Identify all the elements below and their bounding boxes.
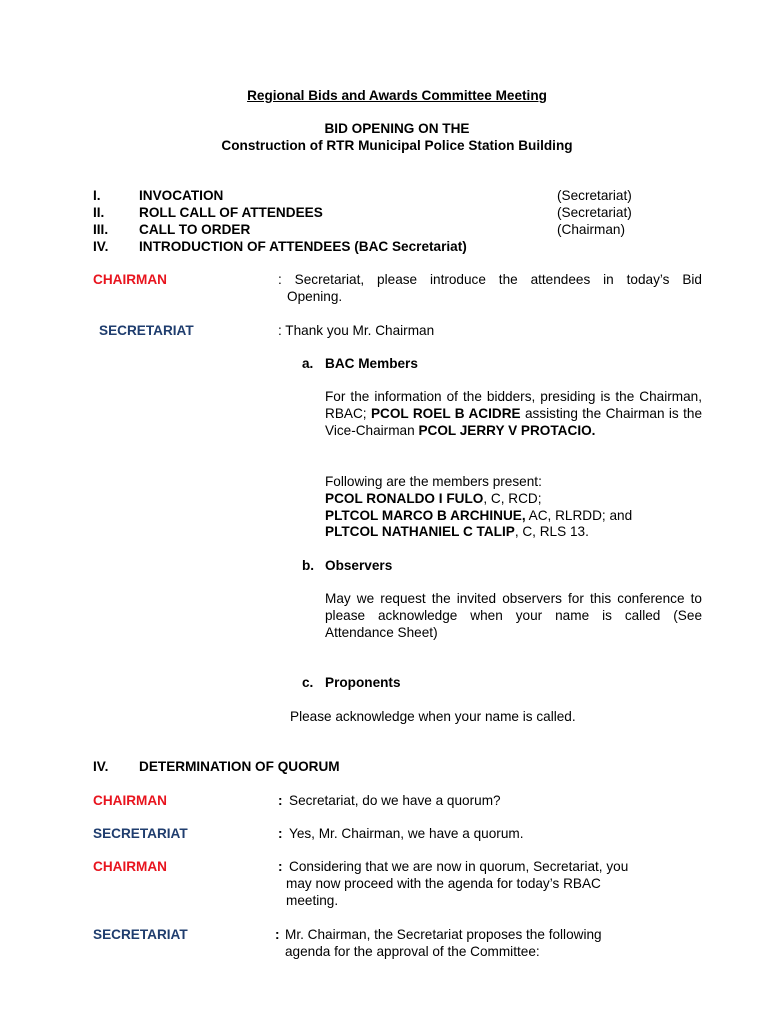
agenda-label: ROLL CALL OF ATTENDEES [139,205,323,220]
chairman-statement-cont: meeting. [286,893,339,908]
member-name: PLTCOL NATHANIEL C TALIP [325,524,515,539]
member-designation: AC, RLRDD; and [525,508,633,523]
section-letter: b. [302,558,315,573]
secretariat-statement: Mr. Chairman, the Secretariat proposes the following [285,927,602,942]
agenda-responsible: (Secretariat) [557,188,632,203]
agenda-number: I. [93,188,101,203]
bac-members-paragraph [325,389,702,439]
speaker-chairman: CHAIRMAN [93,859,168,874]
speaker-chairman: CHAIRMAN [93,793,168,808]
colon: : [278,793,283,808]
document-subtitle: BID OPENING ON THE [324,121,470,136]
chairman-statement-cont: may now proceed with the agenda for today’s RBAC [286,876,601,891]
section-letter: c. [302,675,314,690]
speaker-secretariat: SECRETARIAT [99,323,194,338]
agenda-label: CALL TO ORDER [139,222,251,237]
observers-paragraph: May we request the invited observers for this conference to please acknowledge when your name is called (See Attendance Sheet) [325,591,702,640]
secretariat-statement: : Thank you Mr. Chairman [278,323,435,338]
section-letter: a. [302,356,314,371]
speaker-secretariat: SECRETARIAT [93,826,188,841]
observers-heading: Observers [325,558,393,573]
proponents-heading: Proponents [325,675,401,690]
secretariat-statement: Yes, Mr. Chairman, we have a quorum. [289,826,524,841]
bac-members-heading: BAC Members [325,356,418,371]
vice-chairman-name: PCOL JERRY V PROTACIO. [418,422,596,438]
agenda-number: IV. [93,239,109,254]
agenda-number: III. [93,222,109,237]
speaker-chairman: CHAIRMAN [93,272,168,287]
colon: : [278,859,283,874]
members-intro: Following are the members present: [325,474,542,489]
agenda-label: INVOCATION [139,188,224,203]
project-title: Construction of RTR Municipal Police Station Building [221,138,573,153]
proponents-text: Please acknowledge when your name is called. [290,709,576,724]
chairman-statement: Considering that we are now in quorum, Secretariat, you [289,859,629,874]
member-name: PLTCOL MARCO B ARCHINUE, [325,508,526,523]
member-line [325,524,589,541]
bac-vice-text: assisting the Chairman is the Vice-Chairman [325,405,703,438]
chairman-statement-cont: Opening. [287,289,343,304]
chairman-statement: : Secretariat, please introduce the attendees in today’s Bid [278,272,702,287]
secretariat-statement-cont: agenda for the approval of the Committee: [285,944,540,959]
agenda-label: INTRODUCTION OF ATTENDEES (BAC Secretariat) [139,239,467,254]
member-designation: , C, RLS 13. [514,524,589,539]
agenda-responsible: (Secretariat) [557,205,632,220]
section-number: IV. [93,759,109,774]
agenda-number: II. [93,205,105,220]
agenda-responsible: (Chairman) [557,222,625,237]
member-line [325,491,542,508]
document-title: Regional Bids and Awards Committee Meeting [247,88,547,103]
member-name: PCOL RONALDO I FULO [325,491,484,506]
member-line [325,508,632,525]
chairman-statement: Secretariat, do we have a quorum? [289,793,501,808]
quorum-heading: DETERMINATION OF QUORUM [139,759,340,774]
colon: : [278,826,283,841]
member-designation: , C, RCD; [483,491,542,506]
chairman-name: PCOL ROEL B ACIDRE [370,405,521,421]
bac-intro-text: For the information of the bidders, presiding is the Chairman, RBAC; [325,389,702,421]
speaker-secretariat: SECRETARIAT [93,927,188,942]
colon: : [275,927,280,942]
